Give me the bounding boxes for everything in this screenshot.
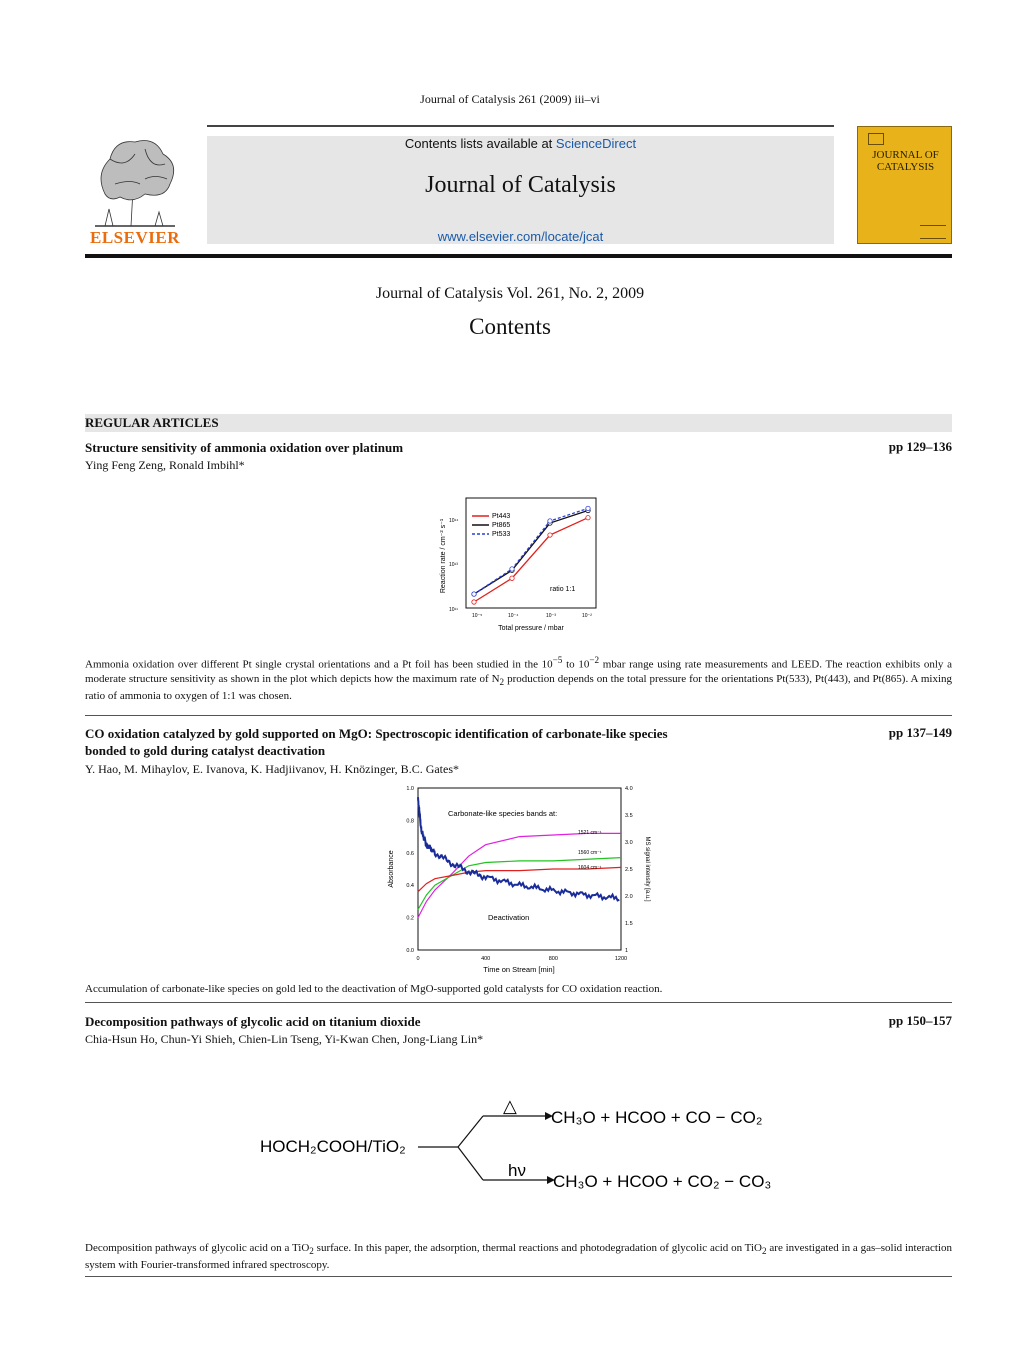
fig2-y2tick: 3.5 bbox=[625, 813, 633, 819]
fig1-ytick-3: 10¹⁴ bbox=[449, 518, 459, 524]
fig1-ytick-1: 10¹¹ bbox=[449, 607, 458, 613]
fig1-point-Pt533-1 bbox=[510, 567, 514, 571]
contents-available bbox=[207, 136, 834, 151]
fig1-point-Pt533-3 bbox=[586, 506, 590, 510]
fig2-ylabel: Absorbance bbox=[388, 850, 395, 888]
article-divider bbox=[85, 715, 952, 716]
fig1-legend-2: Pt865 bbox=[492, 522, 511, 529]
fig2-series-1604 cm⁻¹ bbox=[418, 867, 621, 891]
article-2-pages: pp 137–149 bbox=[888, 725, 952, 740]
scheme-thermal-label: △ bbox=[503, 1096, 517, 1116]
cover-footer-mark bbox=[920, 225, 946, 239]
fig2-ytick: 0.2 bbox=[406, 915, 414, 922]
article-3-title-link[interactable]: Decomposition pathways of glycolic acid on titanium dioxide bbox=[85, 1014, 421, 1029]
journal-cover bbox=[857, 126, 952, 244]
fig2-band-label-1: 1521 cm⁻¹ bbox=[578, 830, 602, 836]
cover-title-line2: CATALYSIS bbox=[876, 161, 935, 173]
tree-icon bbox=[85, 134, 183, 229]
fig2-y2tick: 3.0 bbox=[625, 840, 633, 846]
fig2-ytick: 0.4 bbox=[406, 883, 414, 890]
fig2-y2tick: 1 bbox=[625, 948, 629, 954]
cover-emblem-icon bbox=[868, 133, 884, 145]
fig2-y2tick: 1.5 bbox=[625, 921, 633, 927]
fig1-ylabel: Reaction rate / cm⁻² s⁻¹ bbox=[440, 518, 447, 594]
masthead-top-rule bbox=[207, 125, 834, 127]
article-2-authors: Y. Hao, M. Mihaylov, E. Ivanova, K. Hadjiivanov, H. Knözinger, B.C. Gates* bbox=[85, 762, 460, 776]
fig2-band-label-2: 1560 cm⁻¹ bbox=[578, 850, 602, 856]
fig2-annotation-top: Carbonate-like species bands at: bbox=[448, 809, 558, 818]
journal-reference: Journal of Catalysis 261 (2009) iii–vi bbox=[420, 92, 600, 106]
fig1-xtick-4: 10⁻² bbox=[582, 613, 592, 619]
scheme-thermal-products: CH₃O + HCOO + CO − CO₂ bbox=[551, 1108, 763, 1127]
fig2-xtick: 1200 bbox=[614, 956, 628, 962]
article-3-authors: Chia-Hsun Ho, Chun-Yi Shieh, Chien-Lin Tseng, Yi-Kwan Chen, Jong-Liang Lin* bbox=[85, 1032, 484, 1046]
fig2-xtick: 0 bbox=[416, 956, 420, 962]
fig2-ytick: 0.0 bbox=[406, 948, 414, 954]
fig1-ytick-2: 10¹³ bbox=[449, 562, 458, 568]
fig2-xtick: 800 bbox=[548, 956, 558, 962]
fig2-ytick: 0.6 bbox=[406, 850, 414, 857]
scheme-branch-lower bbox=[458, 1147, 483, 1180]
sciencedirect-link[interactable]: ScienceDirect bbox=[555, 136, 637, 151]
article-3-abstract: Decomposition pathways of glycolic acid on a TiO$_2$ surface. In this paper, the adsorption, thermal reactions and photodegradation of glycolic acid on TiO$_2$ are investigated in a gas–solid interaction system with Fourier-transformed infrared spectroscopy. bbox=[85, 1242, 953, 1272]
volume-line: Journal of Catalysis Vol. 261, No. 2, 2009 bbox=[375, 285, 645, 302]
fig1-legend-1: Pt443 bbox=[492, 513, 511, 520]
scheme-photo-label: hν bbox=[508, 1161, 526, 1180]
fig1-xtick-3: 10⁻³ bbox=[546, 613, 556, 619]
contents-heading: Contents bbox=[469, 314, 551, 339]
article-2-title-line2: bonded to gold during catalyst deactivation bbox=[85, 743, 326, 758]
article-2-abstract: Accumulation of carbonate-like species on gold led to the deactivation of MgO-supported gold catalysts for CO oxidation reaction. bbox=[85, 983, 663, 995]
scheme-reactant: HOCH₂COOH/TiO₂ bbox=[260, 1137, 406, 1156]
fig1-point-Pt443-0 bbox=[472, 600, 476, 604]
article-1-figure bbox=[432, 494, 602, 634]
fig1-annotation: ratio 1:1 bbox=[550, 586, 576, 593]
article-divider bbox=[85, 1002, 952, 1003]
fig1-point-Pt443-2 bbox=[548, 533, 552, 537]
fig2-y2label: MS signal intensity [a.u.] bbox=[644, 836, 650, 902]
fig1-point-Pt443-3 bbox=[586, 515, 590, 519]
fig2-xtick: 400 bbox=[481, 956, 491, 962]
article-divider bbox=[85, 1276, 952, 1277]
article-2-title-line1: CO oxidation catalyzed by gold supported on MgO: Spectroscopic identification of carbonate-like species bbox=[85, 726, 668, 741]
scheme-branch-upper bbox=[458, 1116, 483, 1147]
fig1-xtick-1: 10⁻⁵ bbox=[472, 613, 483, 619]
article-2-title-link[interactable] bbox=[85, 725, 765, 759]
scheme-photo-products: CH₃O + HCOO + CO₂ − CO₃ bbox=[553, 1172, 772, 1191]
fig1-point-Pt533-2 bbox=[548, 519, 552, 523]
article-2-figure bbox=[378, 782, 656, 977]
fig2-ytick: 1.0 bbox=[406, 786, 414, 792]
article-1-abstract: Ammonia oxidation over different Pt single crystal orientations and a Pt foil has been studied in the $10^{-5}$ to $10^{-2}$ mbar range using rate measurements and LEED. The reaction exhibits only a moderate structure sensitivity as shown in the plot which depicts how the maximum rate of $N_2$ production depends on the total pressure for the orientations Pt(533), Pt(443), and Pt(865). A mixing ratio of ammonia to oxygen of 1:1 was chosen. bbox=[85, 655, 952, 702]
header-thick-rule bbox=[85, 254, 952, 258]
fig2-series-1521 cm⁻¹ bbox=[418, 833, 621, 917]
cover-title bbox=[858, 149, 953, 173]
article-1-pages: pp 129–136 bbox=[888, 439, 952, 454]
journal-title: Journal of Catalysis bbox=[425, 172, 616, 198]
fig1-legend-3: Pt533 bbox=[492, 531, 511, 538]
fig1-xtick-2: 10⁻⁴ bbox=[508, 613, 519, 619]
article-3-reaction-scheme bbox=[255, 1090, 795, 1200]
fig1-point-Pt533-0 bbox=[472, 592, 476, 596]
article-1-authors: Ying Feng Zeng, Ronald Imbihl* bbox=[85, 458, 245, 472]
elsevier-wordmark: ELSEVIER bbox=[90, 228, 180, 247]
fig2-annotation-deactivation: Deactivation bbox=[488, 913, 530, 922]
article-3-pages: pp 150–157 bbox=[888, 1013, 952, 1028]
cover-title-line1: JOURNAL OF bbox=[872, 149, 939, 161]
fig2-xlabel: Time on Stream [min] bbox=[483, 965, 555, 974]
fig1-point-Pt443-1 bbox=[510, 576, 514, 580]
contents-available-prefix: Contents lists available at bbox=[404, 136, 556, 151]
section-label: REGULAR ARTICLES bbox=[85, 415, 219, 430]
journal-url-link[interactable]: www.elsevier.com/locate/jcat bbox=[437, 229, 604, 244]
article-1-title-link[interactable]: Structure sensitivity of ammonia oxidation over platinum bbox=[85, 440, 404, 455]
fig2-y2tick: 2.0 bbox=[625, 894, 633, 900]
fig2-y2tick: 4.0 bbox=[625, 786, 633, 792]
fig2-ytick: 0.8 bbox=[406, 818, 414, 825]
fig1-xlabel: Total pressure / mbar bbox=[498, 625, 564, 632]
fig2-y2tick: 2.5 bbox=[625, 867, 633, 873]
fig2-band-label-3: 1604 cm⁻¹ bbox=[578, 865, 602, 871]
